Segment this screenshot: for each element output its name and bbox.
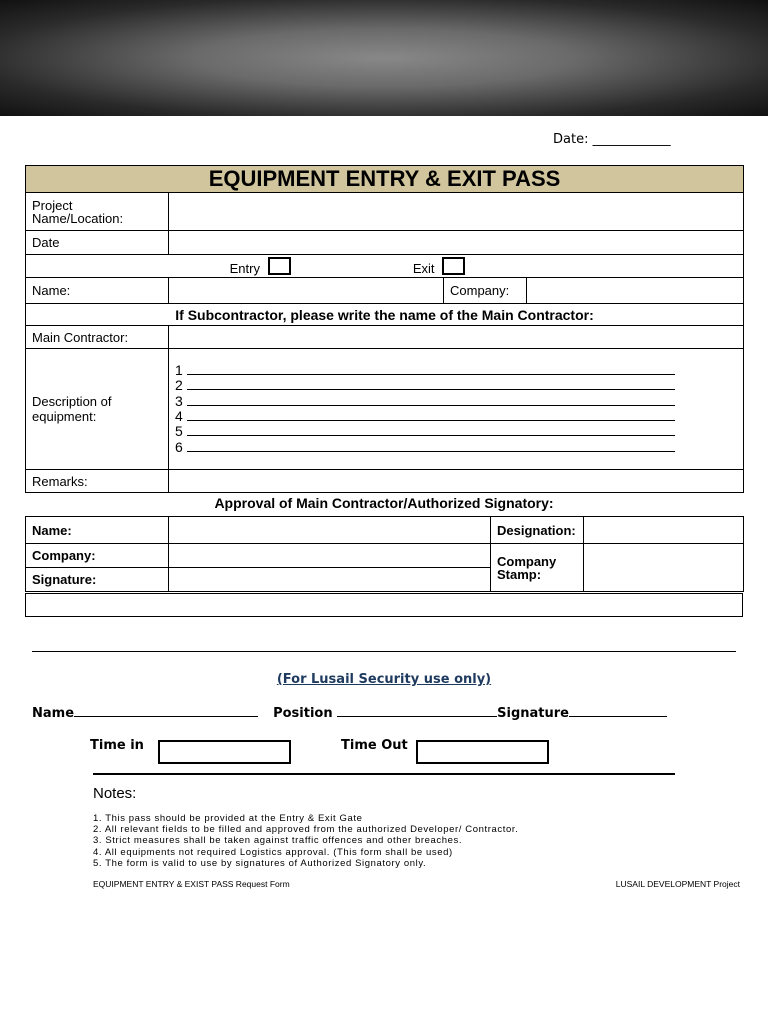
note-item: 3. Strict measures shall be taken against traffic offences and other breaches. xyxy=(93,835,463,847)
approval-company-field[interactable] xyxy=(169,544,491,568)
security-signature-label: Signature xyxy=(497,706,569,721)
designation-label: Designation: xyxy=(491,517,584,544)
approval-title: Approval of Main Contractor/Authorized Signatory: xyxy=(214,495,554,511)
company-stamp-label: Company Stamp: xyxy=(491,544,584,592)
security-position-label: Position xyxy=(273,706,333,721)
section-divider xyxy=(32,651,736,652)
description-label: Description of equipment: xyxy=(26,349,169,470)
security-title: (For Lusail Security use only) xyxy=(276,672,492,687)
note-item: 1. This pass should be provided at the Entry & Exit Gate xyxy=(93,813,363,824)
top-date-field xyxy=(553,132,671,147)
description-line[interactable]: 5 xyxy=(175,424,737,439)
signature-field[interactable] xyxy=(169,568,491,592)
name-label: Name: xyxy=(26,278,169,304)
notes-list xyxy=(93,813,518,869)
description-line[interactable]: 6 xyxy=(175,440,737,455)
top-date-label: Date: xyxy=(553,132,589,147)
security-name-field[interactable] xyxy=(74,705,258,717)
time-out-label: Time Out xyxy=(341,738,408,753)
blank-row xyxy=(25,593,743,617)
name-field[interactable] xyxy=(169,278,444,304)
note-item: 2. All relevant fields to be filled and approved from the authorized Developer/ Contractor. xyxy=(93,824,519,836)
subcontractor-note: If Subcontractor, please write the name of the Main Contractor: xyxy=(26,304,744,326)
security-name-label: Name xyxy=(32,706,75,721)
entry-label: Entry xyxy=(229,260,260,276)
approval-name-label: Name: xyxy=(26,517,169,544)
description-line[interactable]: 1 xyxy=(175,363,737,378)
approval-table xyxy=(25,516,744,592)
description-line[interactable]: 4 xyxy=(175,409,737,424)
exit-checkbox[interactable] xyxy=(442,257,465,275)
signature-label: Signature: xyxy=(26,568,169,592)
description-field xyxy=(169,349,744,470)
remarks-label: Remarks: xyxy=(26,470,169,493)
entry-checkbox[interactable] xyxy=(268,257,291,275)
top-date-blank[interactable]: ____________ xyxy=(592,132,671,147)
company-stamp-field[interactable] xyxy=(584,544,744,592)
time-in-label: Time in xyxy=(90,738,144,753)
entry-exit-form-table xyxy=(25,165,744,493)
security-signature-field[interactable] xyxy=(569,705,667,717)
notes-divider xyxy=(93,773,675,775)
date-label: Date xyxy=(26,231,169,255)
company-field[interactable] xyxy=(527,278,744,304)
project-label: Project Name/Location: xyxy=(26,193,169,231)
security-signoff-row xyxy=(32,705,667,721)
notes-title: Notes: xyxy=(93,785,137,802)
time-out-field[interactable] xyxy=(416,740,549,764)
time-in-field[interactable] xyxy=(158,740,291,764)
project-field[interactable] xyxy=(169,193,744,231)
approval-company-label: Company: xyxy=(26,544,169,568)
description-line[interactable]: 2 xyxy=(175,378,737,393)
footer-project-name: LUSAIL DEVELOPMENT Project xyxy=(615,879,740,889)
remarks-field[interactable] xyxy=(169,470,744,493)
note-item: 4. All equipments not required Logistics approval. (This form shall be used) xyxy=(93,846,453,858)
company-label: Company: xyxy=(444,278,527,304)
security-position-field[interactable] xyxy=(337,705,497,717)
note-item: 5. The form is valid to use by signatures of Authorized Signatory only. xyxy=(93,857,427,869)
exit-label: Exit xyxy=(412,260,435,276)
designation-field[interactable] xyxy=(584,517,744,544)
main-contractor-field[interactable] xyxy=(169,326,744,349)
entry-exit-row xyxy=(26,255,744,278)
approval-name-field[interactable] xyxy=(169,517,491,544)
description-line[interactable]: 3 xyxy=(175,394,737,409)
form-title: EQUIPMENT ENTRY & EXIT PASS xyxy=(26,166,744,193)
main-contractor-label: Main Contractor: xyxy=(26,326,169,349)
footer-form-name: EQUIPMENT ENTRY & EXIST PASS Request Form xyxy=(93,879,290,889)
date-field[interactable] xyxy=(169,231,744,255)
header-banner xyxy=(0,0,768,116)
